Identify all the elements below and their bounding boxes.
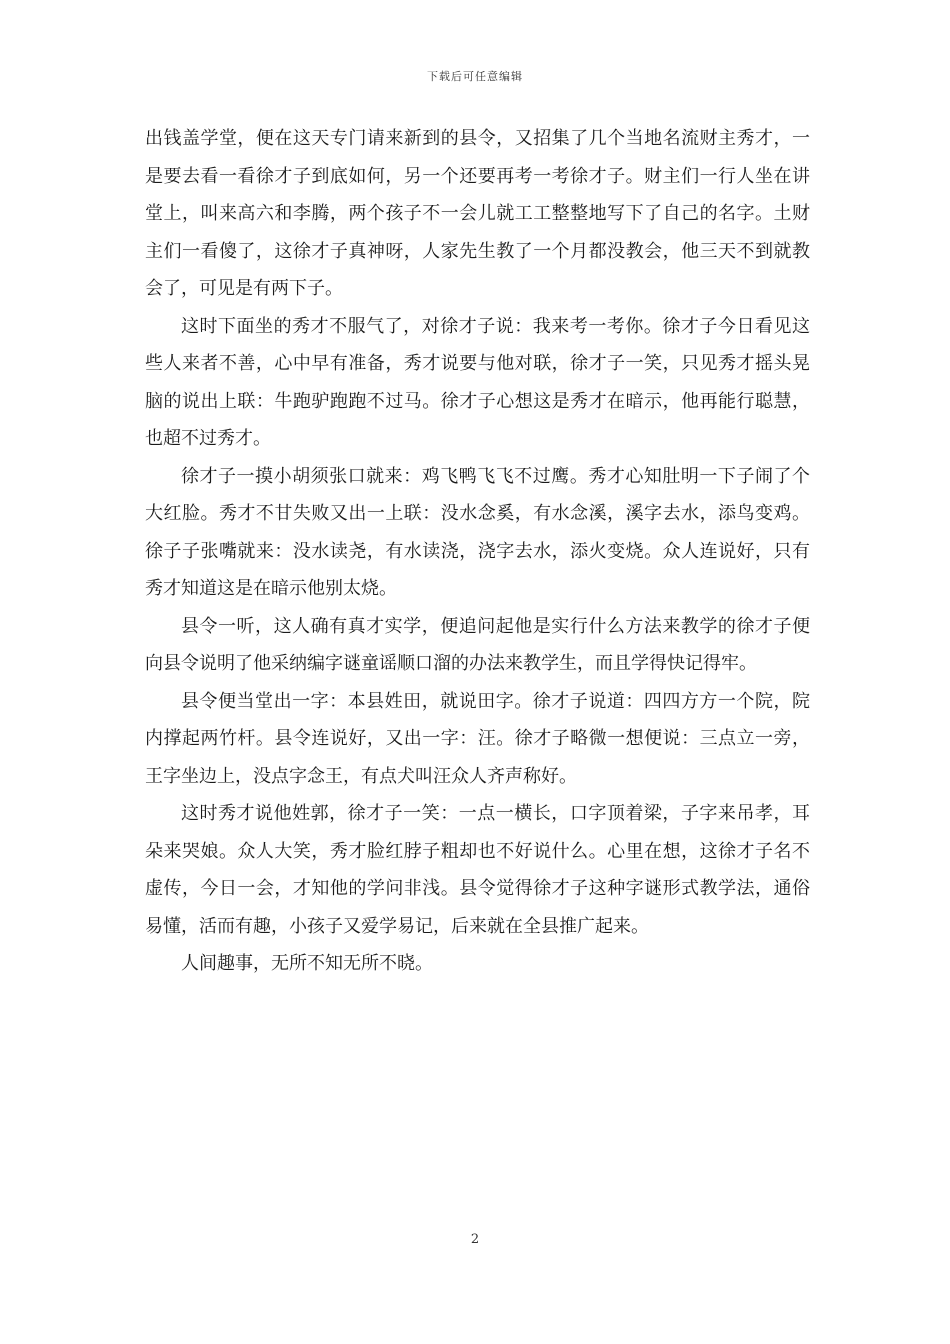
document-body (145, 120, 810, 983)
paragraph-2: 这时下面坐的秀才不服气了，对徐才子说：我来考一考你。徐才子今日看见这些人来者不善，心中早有准备，秀才说要与他对联，徐才子一笑，只见秀才摇头晃脑的说出上联：牛跑驴跑跑不过马。徐才子心想这是秀才在暗示，他再能行聪慧，也超不过秀才。 (145, 315, 810, 449)
paragraph-5: 县令便当堂出一字：本县姓田，就说田字。徐才子说道：四四方方一个院，院内撑起两竹杆。县令连说好，又出一字：汪。徐才子略微一想便说：三点立一旁，王字坐边上，没点字念王，有点犬叫汪众人齐声称好。 (145, 690, 810, 787)
paragraph-4: 县令一听，这人确有真才实学，便追问起他是实行什么方法来教学的徐才子便向县令说明了他采纳编字谜童谣顺口溜的办法来教学生，而且学得快记得牢。 (145, 615, 810, 674)
paragraph-7: 人间趣事，无所不知无所不晓。 (181, 953, 433, 974)
paragraph-1: 出钱盖学堂，便在这天专门请来新到的县令，又招集了几个当地名流财主秀才，一是要去看一看徐才子到底如何，另一个还要再考一考徐才子。财主们一行人坐在讲堂上，叫来高六和李腾，两个孩子不一会儿就工工整整地写下了自己的名字。土财主们一看傻了，这徐才子真神呀，人家先生教了一个月都没教会，他三天不到就教会了，可见是有两下子。 (145, 128, 810, 299)
page-header: 下载后可任意编辑 (427, 70, 523, 83)
page-number: 2 (470, 1232, 480, 1247)
paragraph-6: 这时秀才说他姓郭，徐才子一笑：一点一横长，口字顶着梁，子字来吊孝，耳朵来哭娘。众人大笑，秀才脸红脖子粗却也不好说什么。心里在想，这徐才子名不虚传，今日一会，才知他的学问非浅。县令觉得徐才子这种字谜形式教学法，通俗易懂，活而有趣，小孩子又爱学易记，后来就在全县推广起来。 (145, 803, 810, 937)
paragraph-3: 徐才子一摸小胡须张口就来：鸡飞鸭飞飞不过鹰。秀才心知肚明一下子闹了个大红脸。秀才不甘失败又出一上联：没水念奚，有水念溪，溪字去水，添鸟变鸡。徐子子张嘴就来：没水读尧，有水读浇，浇字去水，添火变烧。众人连说好，只有秀才知道这是在暗示他别太烧。 (145, 465, 810, 599)
